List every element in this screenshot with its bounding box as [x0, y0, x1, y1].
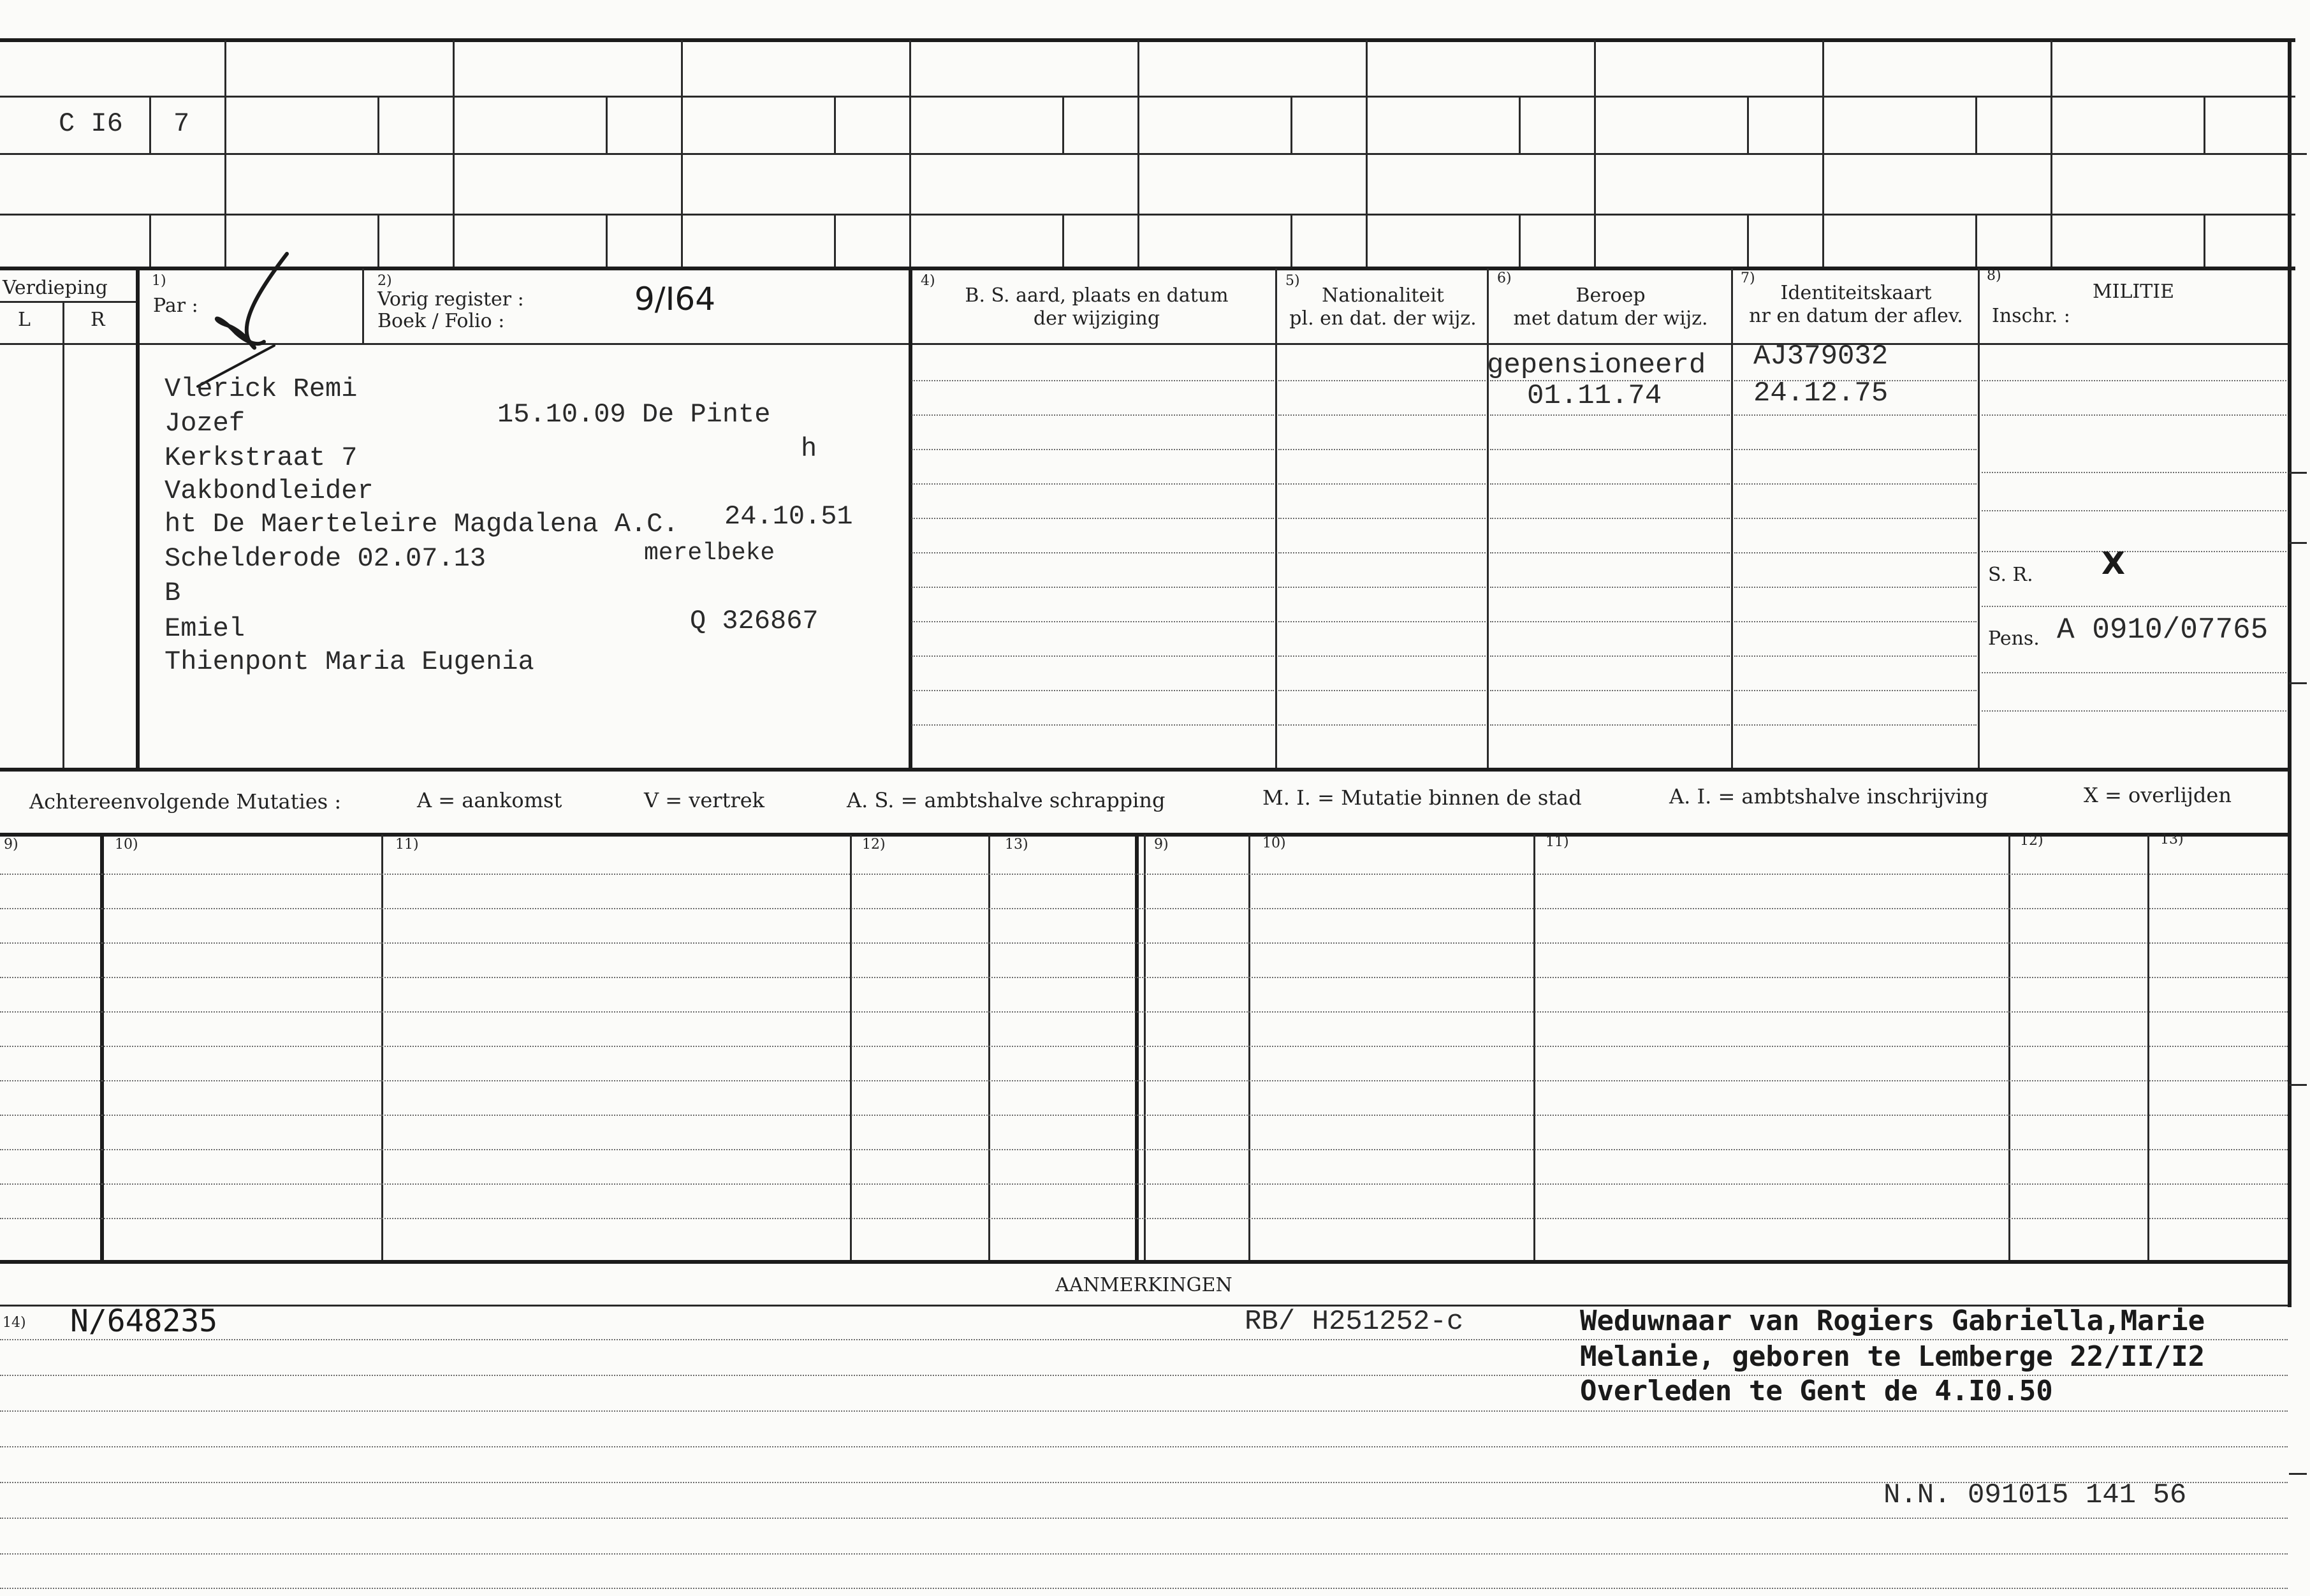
top-grid-subdivider	[377, 96, 379, 153]
column-divider	[1978, 268, 1980, 768]
mutations-half-divider	[1135, 835, 1139, 1260]
top-grid-subdivider	[149, 214, 151, 267]
card-code: C I6	[59, 108, 123, 139]
col-6-header-line1: Beroep	[1575, 284, 1646, 307]
row-line	[1734, 724, 1977, 726]
row-line	[912, 449, 1274, 450]
col-6-number: 6)	[1497, 270, 1512, 286]
militie-row-line	[1982, 380, 2286, 381]
row-line	[1278, 587, 1486, 588]
row-line	[1490, 690, 1730, 691]
row-line	[1490, 724, 1730, 726]
legend-item-vertrek: V = vertrek	[644, 788, 765, 812]
verdieping-right-label: R	[91, 309, 105, 331]
row-line	[912, 380, 1274, 381]
right-border	[2288, 38, 2292, 1307]
top-grid-divider	[1594, 40, 1596, 267]
mutations-half-divider	[1144, 835, 1146, 1260]
row-line	[1734, 414, 1977, 416]
row-line	[1734, 483, 1977, 485]
beroep-value: gepensioneerd	[1487, 349, 1706, 381]
row-line	[912, 655, 1274, 657]
col-2-label-line2: Boek / Folio :	[377, 310, 505, 332]
top-border	[0, 38, 2295, 42]
militie-pens-label: Pens.	[1988, 627, 2040, 650]
remarks-row-line	[0, 1588, 2288, 1589]
mutations-row-line	[0, 1115, 2288, 1116]
row-line	[1278, 414, 1486, 416]
person-given-name: Jozef	[164, 408, 245, 439]
mutations-row-line	[0, 1080, 2288, 1081]
person-nationality: B	[164, 578, 181, 608]
militie-row-line	[1982, 472, 2286, 473]
row-line	[1490, 518, 1730, 519]
remarks-line-3: Overleden te Gent de 4.I0.50	[1580, 1375, 2053, 1407]
row-line	[912, 621, 1274, 622]
row-line	[912, 724, 1274, 726]
row-line	[1278, 690, 1486, 691]
mutations-row-line	[0, 908, 2288, 909]
row-line	[1490, 552, 1730, 553]
mutations-col-11b-number: 11)	[1546, 834, 1569, 850]
column-divider	[362, 268, 364, 343]
edge-tick	[2289, 542, 2307, 544]
remarks-row-line	[0, 1339, 2288, 1340]
col-7-header-line2: nr en datum der aflev.	[1749, 305, 1963, 327]
person-address: Kerkstraat 7	[164, 443, 358, 473]
beroep-date: 01.11.74	[1527, 380, 1662, 412]
militie-row-line	[1982, 672, 2286, 673]
top-grid-divider	[453, 40, 455, 267]
edge-tick	[2289, 1473, 2307, 1475]
col-7-header-line1: Identiteitskaart	[1780, 282, 1932, 304]
mutations-row-line	[0, 942, 2288, 944]
remarks-row-line	[0, 1518, 2288, 1519]
militie-row-line	[1982, 551, 2286, 552]
top-grid-divider	[909, 40, 911, 267]
row-line	[1278, 518, 1486, 519]
body-bottom-border	[0, 768, 2288, 772]
militie-row-line	[1982, 606, 2286, 607]
col-6-header-line2: met datum der wijz.	[1513, 307, 1708, 330]
row-line	[912, 518, 1274, 519]
top-grid-subdivider	[377, 214, 379, 267]
row-line	[1490, 483, 1730, 485]
mutations-row-line	[0, 874, 2288, 875]
person-name: Vlerick Remi	[164, 374, 358, 404]
militie-row-line	[1982, 510, 2286, 511]
vorig-register-value: 9/I64	[634, 281, 716, 318]
mutations-col-12b-number: 12)	[2020, 833, 2043, 849]
header-row-top-border	[0, 267, 2295, 270]
mutations-col-divider	[381, 835, 383, 1260]
person-father: Emiel	[164, 613, 245, 644]
col-2-number: 2)	[377, 273, 392, 289]
remarks-reference: N/648235	[70, 1303, 218, 1339]
remarks-line-2: Melanie, geboren te Lemberge 22/II/I2	[1580, 1340, 2205, 1373]
row-line	[1490, 587, 1730, 588]
card-number: 7	[173, 108, 190, 139]
identiteit-number: AJ379032	[1753, 340, 1889, 372]
mutations-col-13b-number: 13)	[2160, 831, 2184, 847]
remarks-rb-number: RB/ H251252-c	[1245, 1306, 1464, 1338]
mutations-bottom-border	[0, 1260, 2288, 1264]
edge-tick	[2289, 682, 2307, 684]
row-line	[1734, 621, 1977, 622]
row-line	[1490, 621, 1730, 622]
top-grid-subdivider	[834, 96, 836, 153]
national-number: N.N. 091015 141 56	[1883, 1479, 2187, 1511]
col-8-number: 8)	[1987, 268, 2001, 284]
remarks-number: 14)	[3, 1315, 26, 1331]
mutations-col-9b-number: 9)	[1154, 837, 1169, 853]
person-spouse-date: 24.10.51	[724, 501, 853, 532]
mutations-row-line	[0, 977, 2288, 978]
top-grid-divider	[1822, 40, 1824, 267]
mutations-row-line	[0, 1011, 2288, 1013]
top-grid-subdivider	[1062, 214, 1064, 267]
row-line	[912, 483, 1274, 485]
mutations-col-divider	[2008, 835, 2010, 1260]
col-5-header-line1: Nationaliteit	[1322, 284, 1444, 307]
top-grid-divider	[2050, 40, 2052, 267]
row-line	[1278, 621, 1486, 622]
person-mother: Thienpont Maria Eugenia	[164, 647, 534, 677]
top-grid-divider	[1366, 40, 1368, 267]
top-grid-subdivider	[1519, 214, 1521, 267]
top-grid-subdivider	[1747, 214, 1749, 267]
col-4-header-line1: B. S. aard, plaats en datum	[965, 284, 1229, 307]
col-1-label: Par :	[153, 295, 198, 317]
person-spouse-place: merelbeke	[644, 539, 775, 567]
col-5-number: 5)	[1285, 273, 1300, 289]
top-grid-line	[0, 96, 2295, 98]
remarks-row-line	[0, 1446, 2288, 1447]
person-birth: 15.10.09 De Pinte	[497, 399, 771, 430]
top-grid-subdivider	[1747, 96, 1749, 153]
legend-title: Achtereenvolgende Mutaties :	[29, 789, 342, 814]
mutations-row-line	[0, 1046, 2288, 1047]
edge-tick	[2289, 472, 2307, 474]
militie-row-line	[1982, 414, 2286, 416]
row-line	[1278, 380, 1486, 381]
top-grid-subdivider	[1062, 96, 1064, 153]
top-grid-subdivider	[606, 96, 608, 153]
top-grid-divider	[224, 40, 226, 267]
row-line	[912, 552, 1274, 553]
militie-title: MILITIE	[2092, 281, 2175, 303]
row-line	[1490, 655, 1730, 657]
top-grid-line	[0, 153, 2295, 155]
row-line	[1734, 552, 1977, 553]
row-line	[1734, 655, 1977, 657]
col-2-label-line1: Vorig register :	[377, 288, 524, 311]
militie-pens-value: A 0910/07765	[2057, 613, 2269, 647]
mutations-col-10-number: 10)	[115, 837, 138, 853]
mutations-col-divider	[988, 835, 990, 1260]
mutations-col-11-number: 11)	[395, 837, 419, 853]
col-1-number: 1)	[152, 273, 166, 289]
remarks-title: AANMERKINGEN	[1055, 1274, 1232, 1296]
par-signature-mark	[185, 249, 306, 389]
row-line	[912, 690, 1274, 691]
mutations-row-line	[0, 1149, 2288, 1150]
verdieping-split-line	[0, 301, 138, 303]
row-line	[1734, 449, 1977, 450]
top-grid-subdivider	[1975, 96, 1977, 153]
identiteit-date: 24.12.75	[1753, 377, 1889, 409]
column-divider	[1731, 268, 1733, 768]
row-line	[1490, 414, 1730, 416]
top-grid-divider	[1137, 40, 1139, 267]
row-line	[1278, 483, 1486, 485]
mutations-col-9-number: 9)	[4, 837, 18, 853]
mutations-col-13-number: 13)	[1005, 837, 1028, 853]
mutations-col-divider	[850, 835, 852, 1260]
edge-tick	[2289, 153, 2307, 155]
verdieping-left-label: L	[18, 309, 31, 331]
mutations-row-line	[0, 1183, 2288, 1185]
person-spouse: ht De Maerteleire Magdalena A.C.	[164, 509, 679, 539]
row-line	[1490, 449, 1730, 450]
top-grid-subdivider	[1975, 214, 1977, 267]
mutations-row-line	[0, 1218, 2288, 1219]
row-line	[1278, 724, 1486, 726]
edge-tick	[2289, 1084, 2307, 1086]
legend-item-inschrijving: A. I. = ambtshalve inschrijving	[1669, 784, 1989, 809]
top-grid-divider	[681, 40, 683, 267]
col-4-number: 4)	[921, 273, 935, 289]
person-sex: h	[801, 434, 817, 464]
row-line	[1734, 690, 1977, 691]
column-header-bottom-line	[0, 343, 2288, 345]
mutations-col-10b-number: 10)	[1262, 835, 1286, 851]
person-id-number: Q 326867	[690, 606, 819, 636]
top-grid-subdivider	[149, 96, 151, 153]
row-line	[1278, 449, 1486, 450]
top-grid-subdivider	[2204, 214, 2205, 267]
top-grid-subdivider	[1290, 214, 1292, 267]
col-7-number: 7)	[1741, 270, 1755, 286]
mutations-col-divider	[100, 835, 104, 1260]
remarks-row-line	[0, 1482, 2288, 1483]
remarks-row-line	[0, 1553, 2288, 1555]
legend-item-aankomst: A = aankomst	[417, 788, 562, 812]
person-spouse-birth: Schelderode 02.07.13	[164, 543, 486, 574]
legend-item-schrapping: A. S. = ambtshalve schrapping	[847, 788, 1166, 812]
column-divider	[1275, 268, 1277, 768]
legend-item-overlijden: X = overlijden	[2084, 783, 2232, 807]
row-line	[1734, 587, 1977, 588]
row-line	[912, 414, 1274, 416]
person-occupation: Vakbondleider	[164, 476, 374, 506]
remarks-row-line	[0, 1375, 2288, 1376]
verdieping-label: Verdieping	[3, 277, 108, 299]
row-line	[1278, 655, 1486, 657]
top-grid-subdivider	[834, 214, 836, 267]
mutations-col-divider	[1248, 835, 1250, 1260]
mutations-col-divider	[1533, 835, 1535, 1260]
col-5-header-line2: pl. en dat. der wijz.	[1289, 307, 1477, 330]
row-line	[1278, 552, 1486, 553]
militie-sr-label: S. R.	[1988, 564, 2033, 586]
col-4-header-line2: der wijziging	[1033, 307, 1160, 330]
column-divider	[1487, 268, 1489, 768]
mutations-col-divider	[2147, 835, 2149, 1260]
verdieping-l-r-divider	[62, 301, 64, 768]
militie-row-line	[1982, 710, 2286, 712]
top-grid-line	[0, 214, 2295, 216]
top-grid-subdivider	[1290, 96, 1292, 153]
militie-sr-value: X	[2102, 546, 2126, 582]
legend-item-mutatie: M. I. = Mutatie binnen de stad	[1262, 786, 1582, 810]
top-grid-subdivider	[2204, 96, 2205, 153]
row-line	[912, 587, 1274, 588]
remarks-line-1: Weduwnaar van Rogiers Gabriella,Marie	[1580, 1305, 2205, 1337]
row-line	[1734, 518, 1977, 519]
militie-inschr-label: Inschr. :	[1992, 305, 2070, 327]
top-grid-subdivider	[606, 214, 608, 267]
remarks-row-line	[0, 1410, 2288, 1412]
mutations-col-12-number: 12)	[862, 837, 886, 853]
column-divider	[136, 268, 140, 768]
top-grid-subdivider	[1519, 96, 1521, 153]
